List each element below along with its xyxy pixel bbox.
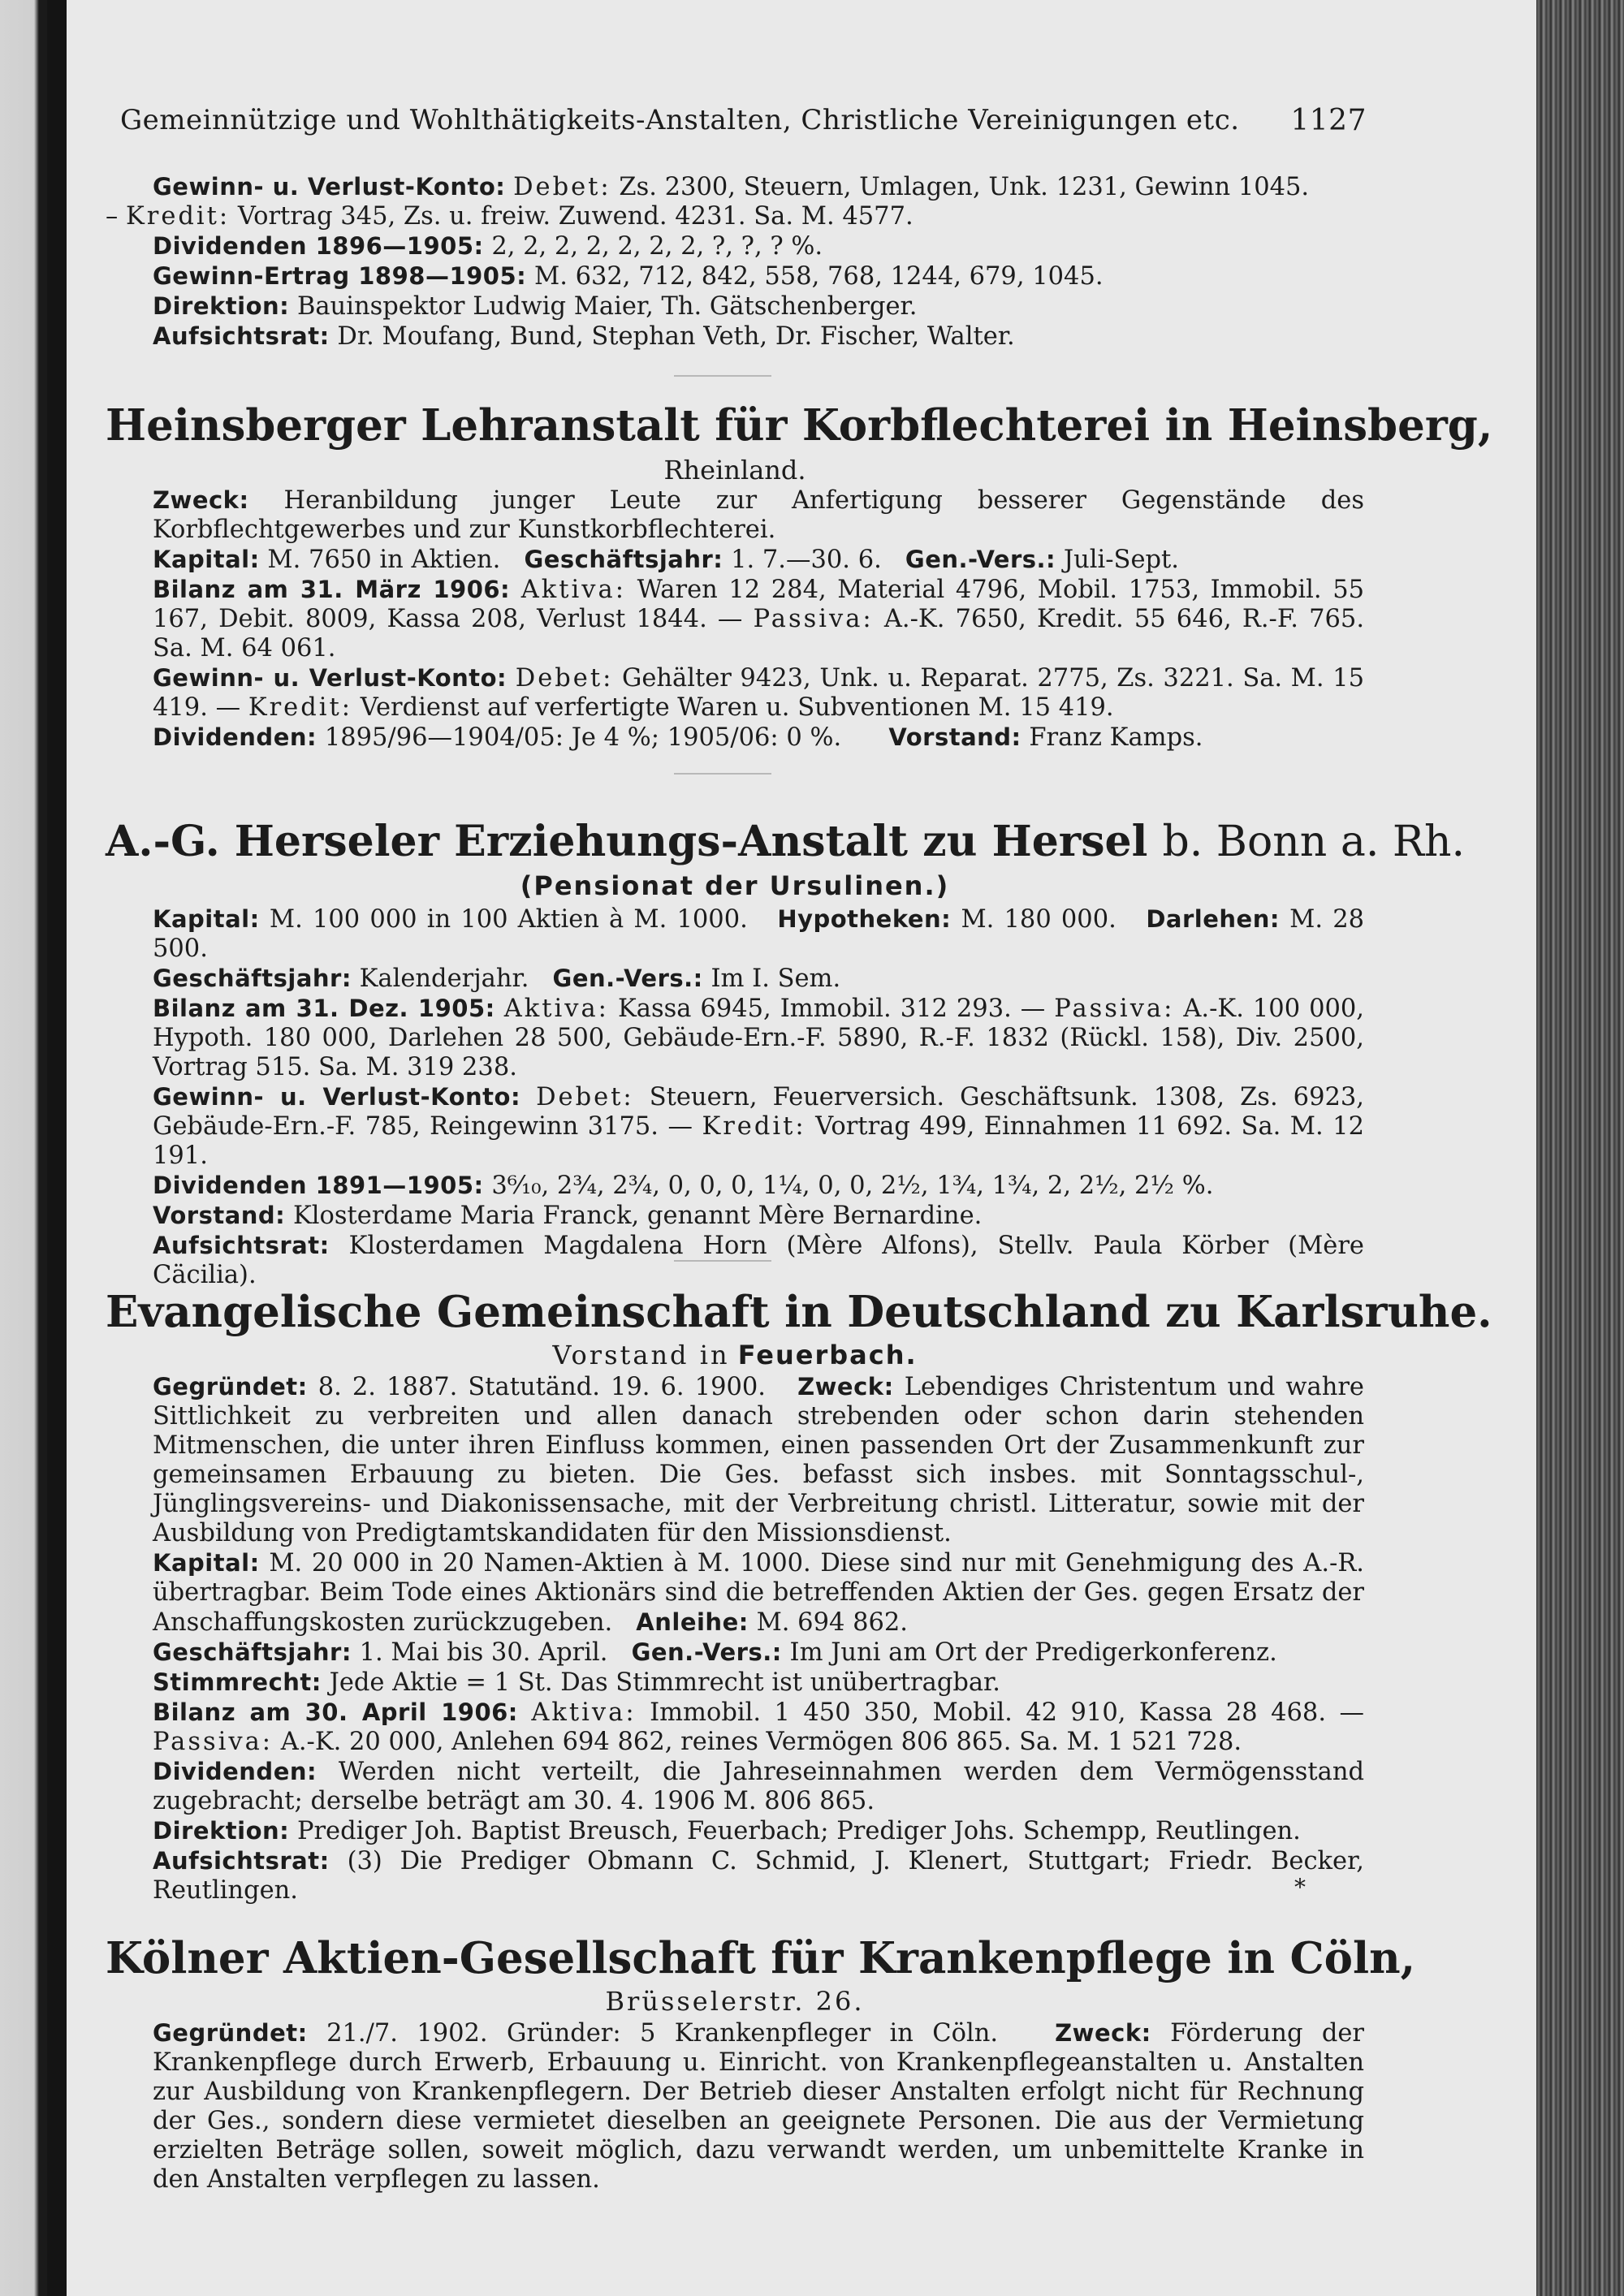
aufsichtsrat: Aufsichtsrat: Klosterdamen Magdalena Horn (Mère Alfons), Stellv. Paula Körber (Mère Cäcilia).	[153, 1232, 1364, 1289]
gewinn-verlust: Gewinn- u. Verlust-Konto: Debet: Gehälter 9423, Unk. u. Reparat. 2775, Zs. 3221. Sa. M. 15 419. — Kredit: Verdienst auf verfertigte Waren u. Subventionen M. 15 419.	[153, 664, 1364, 722]
kapital: Kapital: M. 20 000 in 20 Namen-Aktien à M. 1000. Diese sind nur mit Genehmigung des A.-R. übertragbar. Beim Tode eines Aktionärs sind die betreffenden Aktien der Ges. gegen Ersatz der Anschaffungskosten zurückzugeben. Anleihe: M. 694 862.	[153, 1549, 1364, 1637]
right-scan-edge	[1536, 0, 1624, 2296]
entry-body-evangelische	[106, 1372, 1364, 1905]
gewinn-verlust: Gewinn- u. Verlust-Konto: Debet: Steuern, Feuerversich. Geschäftsunk. 1308, Zs. 6923, Gebäude-Ern.-F. 785, Reingewinn 3175. — Kredit: Vortrag 499, Einnahmen 11 692. Sa. M. 12 191.	[153, 1083, 1364, 1170]
aufsichtsrat: Aufsichtsrat: (3) Die Prediger Obmann C. Schmid, J. Klenert, Stuttgart; Friedr. Becker, Reutlingen.	[153, 1847, 1364, 1905]
direktion-line: Direktion: Bauinspektor Ludwig Maier, Th. Gätschenberger.	[153, 292, 918, 321]
entry-title-hersel: A.-G. Herseler Erziehungs-Anstalt zu Hersel b. Bonn a. Rh.	[106, 817, 1466, 866]
running-title: Gemeinnützige und Wohlthätigkeits-Anstalten, Christliche Vereinigungen etc.	[120, 104, 1240, 136]
left-scan-edge	[0, 0, 47, 2296]
footnote-asterisk: *	[1294, 1874, 1306, 1901]
section-divider	[674, 375, 771, 377]
section-divider	[674, 773, 771, 775]
entry-subtitle-hersel: (Pensionat der Ursulinen.)	[520, 870, 950, 901]
dividenden: Dividenden: Werden nicht verteilt, die Jahreseinnahmen werden dem Vermögensstand zugebracht; derselbe beträgt am 30. 4. 1906 M. 806 865.	[153, 1758, 1364, 1815]
direktion: Direktion: Prediger Joh. Baptist Breusch, Feuerbach; Prediger Johs. Schempp, Reutlingen.	[153, 1817, 1301, 1845]
entry-subtitle-evangelische: Vorstand in Feuerbach.	[552, 1340, 918, 1370]
dividenden: Dividenden: 1895/96—1904/05: Je 4 %; 1905/06: 0 %. Vorstand: Franz Kamps.	[153, 723, 1203, 752]
entry-body-koelner	[106, 2018, 1364, 2195]
dividenden: Dividenden 1891—1905: 3⁶⁄₁₀, 2³⁄₄, 2³⁄₄, 0, 0, 0, 1¹⁄₄, 0, 0, 2¹⁄₂, 1³⁄₄, 1³⁄₄, 2, 2¹⁄₂, 2¹⁄₂ %.	[153, 1172, 1214, 1200]
entry-title-koelner: Kölner Aktien-Gesellschaft für Krankenpflege in Cöln,	[106, 1933, 1416, 1983]
bilanz: Bilanz am 30. April 1906: Aktiva: Immobil. 1 450 350, Mobil. 42 910, Kassa 28 468. — Passiva: A.-K. 20 000, Anlehen 694 862, reines Vermögen 806 865. Sa. M. 1 521 728.	[153, 1698, 1364, 1756]
entry-body-hersel	[106, 904, 1364, 1290]
entry-title-heinsberg: Heinsberger Lehranstalt für Korbflechterei in Heinsberg,	[106, 400, 1493, 451]
zweck: Zweck: Heranbildung junger Leute zur Anfertigung besserer Gegenstände des Korbflechtgewerbes und zur Kunstkorbflechterei.	[153, 486, 1364, 544]
entry-body-heinsberg	[106, 486, 1364, 753]
bilanz: Bilanz am 31. März 1906: Aktiva: Waren 12 284, Material 4796, Mobil. 1753, Immobil. 55 167, Debit. 8009, Kassa 208, Verlust 1844. — Passiva: A.-K. 7650, Kredit. 55 646, R.-F. 765. Sa. M. 64 061.	[153, 576, 1365, 662]
entry-continuation	[106, 172, 1364, 352]
geschaeftsjahr: Geschäftsjahr: Kalenderjahr. Gen.-Vers.: Im I. Sem.	[153, 965, 841, 993]
running-header	[120, 104, 1367, 136]
kredit-line: – Kredit: Vortrag 345, Zs. u. freiw. Zuwend. 4231. Sa. M. 4577.	[106, 202, 914, 231]
kapital: Kapital: M. 100 000 in 100 Aktien à M. 1000. Hypotheken: M. 180 000. Darlehen: M. 28 500.	[153, 905, 1365, 963]
dividenden-line: Dividenden 1896—1905: 2, 2, 2, 2, 2, 2, 2, ?, ?, ? %.	[153, 232, 823, 261]
geschaeftsjahr: Geschäftsjahr: 1. Mai bis 30. April. Gen.-Vers.: Im Juni am Ort der Predigerkonferenz.	[153, 1638, 1277, 1667]
page-number: 1127	[1290, 104, 1367, 137]
gewinn-verlust-line: Gewinn- u. Verlust-Konto: Debet: Zs. 2300, Steuern, Umlagen, Unk. 1231, Gewinn 1045.	[153, 173, 1310, 201]
entry-subtitle-heinsberg: Rheinland.	[663, 455, 806, 486]
entry-subtitle-koelner: Brüsselerstr. 26.	[605, 1986, 865, 2017]
vorstand: Vorstand: Klosterdame Maria Franck, genannt Mère Bernardine.	[153, 1202, 983, 1230]
aufsichtsrat-line: Aufsichtsrat: Dr. Moufang, Bund, Stephan Veth, Dr. Fischer, Walter.	[153, 322, 1015, 351]
bilanz: Bilanz am 31. Dez. 1905: Aktiva: Kassa 6945, Immobil. 312 293. — Passiva: A.-K. 100 000, Hypoth. 180 000, Darlehen 28 500, Gebäude-Ern.-F. 5890, R.-F. 1832 (Rückl. 158), Div. 2500, Vortrag 515. Sa. M. 319 238.	[153, 995, 1365, 1081]
entry-title-evangelische: Evangelische Gemeinschaft in Deutschland zu Karlsruhe.	[106, 1287, 1492, 1337]
gegruendet-zweck: Gegründet: 8. 2. 1887. Statutänd. 19. 6. 1900. Zweck: Lebendiges Christentum und wahre Sittlichkeit zu verbreiten und allen danach strebenden oder schon darin stehenden Mitmenschen, die unter ihren Einfluss kommen, einen passenden Ort der Zusammenkunft zur gemeinsamen Erbauung zu bieten. Die Ges. befasst sich insbes. mit Sonntagsschul-, Jünglingsvereins- und Diakonissensache, mit der Verbreitung christl. Litteratur, sowie mit der Ausbildung von Predigtamtskandidaten für den Missionsdienst.	[153, 1373, 1364, 1547]
gegruendet-zweck: Gegründet: 21./7. 1902. Gründer: 5 Krankenpfleger in Cöln. Zweck: Förderung der Krankenpflege durch Erwerb, Erbauung u. Einricht. von Krankenpflegeanstalten u. Anstalten zur Ausbildung von Krankenpflegern. Der Betrieb dieser Anstalten erfolgt nicht für Rechnung der Ges., sondern diese vermietet dieselben an geeignete Personen. Die aus der Vermietung erzielten Beträge sollen, soweit möglich, dazu verwandt werden, um unbemittelte Kranke in den Anstalten verpflegen zu lassen.	[153, 2019, 1364, 2194]
stimmrecht: Stimmrecht: Jede Aktie = 1 St. Das Stimmrecht ist unübertragbar.	[153, 1668, 1000, 1697]
gewinn-ertrag-line: Gewinn-Ertrag 1898—1905: M. 632, 712, 842, 558, 768, 1244, 679, 1045.	[153, 262, 1104, 291]
kapital: Kapital: M. 7650 in Aktien. Geschäftsjahr: 1. 7.—30. 6. Gen.-Vers.: Juli-Sept.	[153, 546, 1179, 574]
section-divider	[674, 1260, 771, 1262]
